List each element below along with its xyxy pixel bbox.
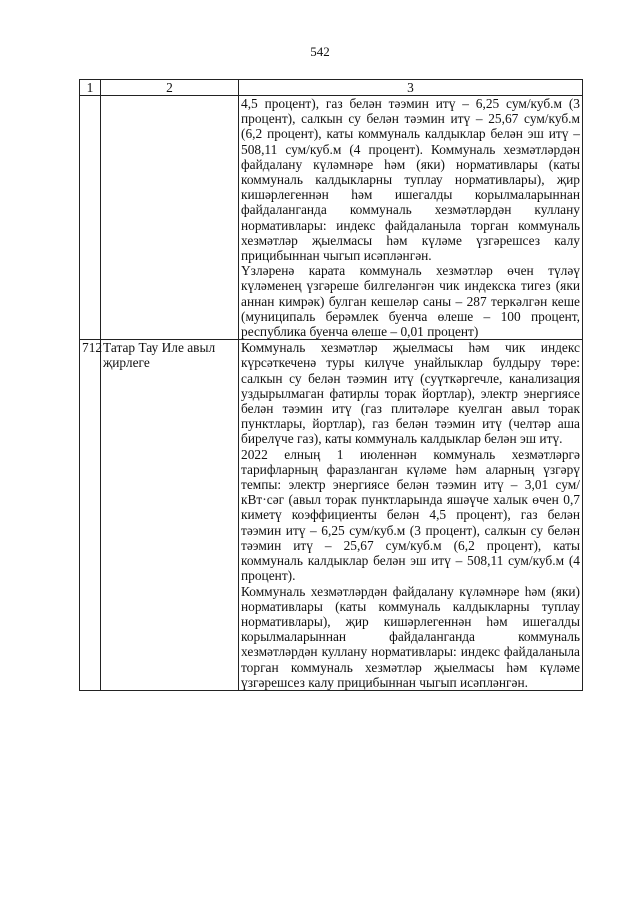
page-number: 542 [310,44,330,59]
description-paragraph: Үзләренә карата коммуналь хезмәтләр өчен түләү күләменең үзгәреше билгеләнгән чик индекска тигез (яки аннан кимрәк) булган кешеләр саны – 287 теркәлгән кеше (муниципаль берәмлек буенча өлеше – 100 процент, республика буенча өлеше – 0,01 процент) [241,263,580,340]
description-paragraph: 2022 елның 1 июленнән коммуналь хезмәтләргә тарифларның фаразланган күләме һәм аларның үзгәрү темпы: электр энергиясе белән тәэмин итү – 3,01 сум/кВт·сәг (авыл торак пунктларында яшәүче халык өчен 0,7 киметү коэффициенты белән 4,5 процент), газ белән тәэмин итү – 6,25 сум/куб.м (3 процент), салкын су белән тәэмин итү – 25,67 сум/куб.м (6,2 процент), каты коммуналь калдыклар белән эш итү – 508,11 сум/куб.м (4 процент). [241,446,580,584]
table-body [80,96,583,691]
row-settlement-name [101,96,239,340]
table-header [80,80,583,96]
column-header-2: 2 [101,80,239,96]
table-row [80,96,583,340]
row-description [239,96,583,340]
row-description [239,340,583,691]
column-header-3: 3 [239,80,583,96]
data-table [79,79,583,691]
row-number [80,96,101,340]
column-header-1: 1 [80,80,101,96]
header-row [80,80,583,96]
description-paragraph: Коммуналь хезмәтләрдән файдалану күләмнәре һәм (яки) нормативлары (каты коммуналь калдыкларны туплау нормативлары), җир кишәрлегеннән һәм ишегалды корылмаларыннан файдаланганда коммуналь хезмәтләрдән куллану нормативлары: индекс файдаланыла торган коммуналь хезмәтләр җыелмасы һәм күләме үзгәрешсез калу прицибыннан чыгып исәпләнгән. [241,583,580,690]
table-row [80,340,583,691]
description-paragraph: 4,5 процент), газ белән тәэмин итү – 6,25 сум/куб.м (3 процент), салкын су белән тәэмин итү – 25,67 сум/куб.м (6,2 процент), каты коммуналь калдыклар белән эш итү – 508,11 сум/куб.м (4 процент). Коммуналь хезмәтләрдән файдалану күләмнәре һәм (яки) нормативлары (каты коммуналь калдыкларны туплау нормативлары), җир кишәрлегеннән һәм ишегалды корылмаларыннан файдаланганда коммуналь хезмәтләрдән куллану нормативлары: индекс файдаланыла торган коммуналь хезмәтләр җыелмасы һәм күләме үзгәрешсез калу прицибыннан чыгып исәпләнгән. [241,96,580,264]
row-settlement-name: Татар Тау Иле авыл җирлеге [101,340,239,691]
description-paragraph: Коммуналь хезмәтләр җыелмасы һәм чик индекс күрсәткеченә туры килүче унайлыклар булдыру төре: салкын су белән тәэмин итү (суүткәргечле, канализация уздырылмаган фатирлы торак йортлар), электр энергиясе белән тәэмин итү (газ плитәләре куелган авыл торак пунктлары, йортлар), газ белән тәэмин итү (челтәр аша бирелүче газ), каты коммуналь калдыклар белән эш итү. [241,340,580,447]
row-number: 712 [80,340,101,691]
